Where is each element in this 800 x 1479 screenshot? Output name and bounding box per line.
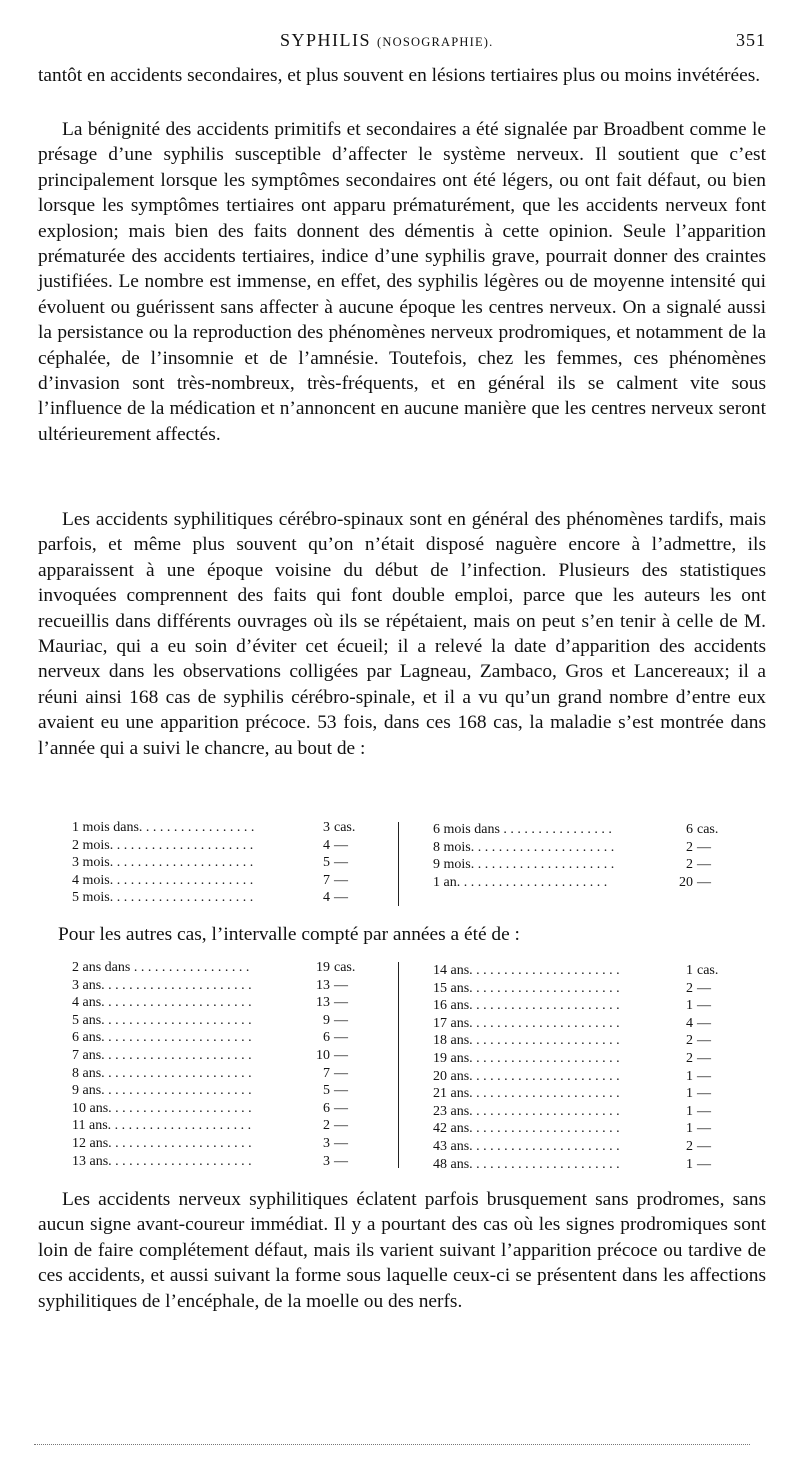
row-count: 19 [316, 960, 330, 975]
paragraph-accidents-cerebro-spinaux: Les accidents syphilitiques cérébro-spinaux sont en général des phénomènes tardifs, mais parfois, et même plus souvent qu’on n’était disposé naguère encore à l’admettre, ils apparaissent à une époque voisine du début de l’infection. Plusieurs des statistiques invoquées comprennent des faits qui font double emploi, parce que les auteurs les ont recueillis dans différents ouvrages où ils se répétaient, mais on peut s’en tenir à celle de M. Mauriac, qui a eu soin d’éviter cet écueil; il a relevé la date d’apparition des accidents nerveux dans les observations colligées par Lagneau, Zambaco, Gros et Lancereaux; il a réuni ainsi 168 cas de syphilis cérébro-spinale, et il a vu qu’un grand nombre d’entre eux avaient eu une apparition précoce. 53 fois, dans ces 168 cas, la maladie s’est montrée dans l’année qui a suivi le chancre, au bout de : [38, 509, 766, 759]
row-count: 13 [316, 977, 330, 993]
row-unit: — [334, 855, 348, 871]
row-count: 9 [323, 1012, 330, 1028]
table-row [433, 874, 733, 892]
row-unit: — [697, 1156, 711, 1172]
row-label: 18 ans. . . . . . . . . . . . . . . . . . . . . . [433, 1033, 620, 1049]
row-label: 13 ans. . . . . . . . . . . . . . . . . . . . . [72, 1153, 252, 1169]
row-unit: cas. [697, 822, 719, 837]
row-count: 1 [686, 1068, 693, 1084]
row-unit: — [334, 837, 348, 853]
row-label: 6 mois dans . . . . . . . . . . . . . . . . [433, 822, 612, 837]
row-label: 5 ans. . . . . . . . . . . . . . . . . . . . . . [72, 1012, 252, 1028]
row-unit: — [334, 995, 348, 1011]
row-label: 6 ans. . . . . . . . . . . . . . . . . . . . . . [72, 1030, 252, 1046]
table-row [72, 959, 370, 977]
row-label: 7 ans. . . . . . . . . . . . . . . . . . . . . . [72, 1047, 252, 1063]
table-row [72, 977, 370, 995]
row-label: 4 mois. . . . . . . . . . . . . . . . . . . . . [72, 872, 254, 888]
row-unit: — [334, 1030, 348, 1046]
row-count: 1 [686, 1103, 693, 1119]
table-row [433, 1120, 733, 1138]
table-row [433, 1032, 733, 1050]
row-unit: — [697, 1103, 711, 1119]
row-count: 2 [686, 1138, 693, 1154]
table-row [72, 1047, 370, 1065]
row-unit: — [697, 1015, 711, 1031]
row-unit: — [697, 1138, 711, 1154]
table-months-right [433, 821, 733, 891]
row-label: 16 ans. . . . . . . . . . . . . . . . . . . . . . [433, 998, 620, 1014]
table-row [433, 839, 733, 857]
row-unit: — [334, 977, 348, 993]
row-unit: — [334, 890, 348, 906]
row-count: 2 [686, 1050, 693, 1066]
row-count: 1 [686, 1086, 693, 1102]
row-unit: — [697, 1050, 711, 1066]
row-unit: — [697, 1121, 711, 1137]
row-count: 1 [686, 1121, 693, 1137]
table-row [72, 1012, 370, 1030]
table-row [433, 1085, 733, 1103]
row-count: 2 [686, 980, 693, 996]
table-row [72, 854, 370, 872]
row-count: 20 [679, 874, 693, 890]
row-label: 3 mois. . . . . . . . . . . . . . . . . . . . . [72, 855, 254, 871]
row-label: 2 ans dans . . . . . . . . . . . . . . . . . [72, 960, 250, 975]
table-row [72, 994, 370, 1012]
table-row [72, 1117, 370, 1135]
table-row [72, 837, 370, 855]
table-row [433, 1015, 733, 1033]
row-unit: — [334, 1047, 348, 1063]
table-row [433, 1050, 733, 1068]
row-unit: — [697, 1068, 711, 1084]
running-title-subtitle: (NOSOGRAPHIE). [377, 35, 494, 49]
row-count: 4 [323, 837, 330, 853]
row-count: 3 [323, 820, 330, 835]
footer-rule [34, 1444, 750, 1445]
running-title [280, 30, 493, 51]
row-count: 13 [316, 995, 330, 1011]
row-count: 1 [686, 963, 693, 978]
table-months-left [72, 819, 370, 907]
row-unit: — [334, 872, 348, 888]
row-label: 21 ans. . . . . . . . . . . . . . . . . . . . . . [433, 1086, 620, 1102]
row-count: 5 [323, 1083, 330, 1099]
page-number: 351 [736, 30, 766, 50]
row-count: 4 [686, 1015, 693, 1031]
row-count: 2 [686, 839, 693, 855]
table-row [433, 856, 733, 874]
table-row [72, 1029, 370, 1047]
table-years-divider [398, 962, 399, 1168]
table-row [72, 1135, 370, 1153]
table-row [72, 1100, 370, 1118]
row-label: 17 ans. . . . . . . . . . . . . . . . . . . . . . [433, 1015, 620, 1031]
row-unit: — [697, 857, 711, 873]
table-row [72, 872, 370, 890]
row-label: 8 mois. . . . . . . . . . . . . . . . . . . . . [433, 839, 615, 855]
row-unit: — [334, 1118, 348, 1134]
row-count: 6 [323, 1100, 330, 1116]
table-row [72, 1153, 370, 1171]
row-count: 10 [316, 1047, 330, 1063]
table-row [433, 997, 733, 1015]
row-label: 1 an. . . . . . . . . . . . . . . . . . . . . . [433, 874, 608, 890]
table-row [72, 819, 370, 837]
row-count: 5 [323, 855, 330, 871]
row-count: 1 [686, 998, 693, 1014]
row-count: 2 [323, 1118, 330, 1134]
row-label: 11 ans. . . . . . . . . . . . . . . . . . . . . [72, 1118, 252, 1134]
row-unit: — [697, 1033, 711, 1049]
row-label: 4 ans. . . . . . . . . . . . . . . . . . . . . . [72, 995, 252, 1011]
row-label: 12 ans. . . . . . . . . . . . . . . . . . . . . [72, 1135, 252, 1151]
row-label: 1 mois dans. . . . . . . . . . . . . . . . . [72, 820, 255, 835]
row-unit: — [334, 1100, 348, 1116]
row-count: 1 [686, 1156, 693, 1172]
row-count: 4 [323, 890, 330, 906]
paragraph-continuation: tantôt en accidents secondaires, et plus souvent en lésions tertiaires plus ou moins invétérées. [38, 65, 761, 86]
row-count: 6 [323, 1030, 330, 1046]
table-row [433, 1068, 733, 1086]
row-unit: — [697, 874, 711, 890]
table-row [433, 962, 733, 980]
row-label: 9 ans. . . . . . . . . . . . . . . . . . . . . . [72, 1083, 252, 1099]
paragraph-benignite: La bénignité des accidents primitifs et secondaires a été signalée par Broadbent comme le présage d’une syphilis susceptible d’affecter le système nerveux. Il soutient que c’est principalement lorsque les symptômes secondaires ont été légers, ou ont fait défaut, ou bien lorsque les symptômes tertiaires ont apparu prématurément, que les accidents nerveux font explosion; mais bien des faits donnent des démentis à cette opinion. Seule l’apparition prématurée des accidents tertiaires, indice d’une syphilis grave, pourrait donner des craintes justifiées. Le nombre est immense, en effet, des syphilis légères ou de moyenne intensité qui évoluent ou guérissent sans affecter à aucune époque les centres nerveux. On a signalé aussi la persistance ou la reproduction des phénomènes nerveux prodromiques, et notamment de la céphalée, de l’insomnie et de l’amnésie. Toutefois, chez les femmes, ces phénomènes d’invasion sont très-nombreux, très-fréquents, et en général ils se calment vite sous l’influence de la médication et n’annoncent en aucune manière que les centres nerveux seront ultérieurement affectés. [38, 119, 766, 445]
row-label: 48 ans. . . . . . . . . . . . . . . . . . . . . . [433, 1156, 620, 1172]
row-label: 14 ans. . . . . . . . . . . . . . . . . . . . . . [433, 963, 620, 978]
row-count: 3 [323, 1153, 330, 1169]
row-label: 42 ans. . . . . . . . . . . . . . . . . . . . . . [433, 1121, 620, 1137]
table-years-left [72, 959, 370, 1170]
row-label: 2 mois. . . . . . . . . . . . . . . . . . . . . [72, 837, 254, 853]
row-unit: — [334, 1083, 348, 1099]
row-unit: — [697, 839, 711, 855]
row-unit: — [334, 1012, 348, 1028]
table-row [433, 1138, 733, 1156]
table-row [72, 1065, 370, 1083]
row-unit: — [697, 1086, 711, 1102]
row-label: 9 mois. . . . . . . . . . . . . . . . . . . . . [433, 857, 615, 873]
table-row [433, 821, 733, 839]
table-row [433, 1156, 733, 1174]
row-label: 8 ans. . . . . . . . . . . . . . . . . . . . . . [72, 1065, 252, 1081]
row-label: 10 ans. . . . . . . . . . . . . . . . . . . . . [72, 1100, 252, 1116]
row-label: 19 ans. . . . . . . . . . . . . . . . . . . . . . [433, 1050, 620, 1066]
row-unit: — [334, 1065, 348, 1081]
table-row [433, 1103, 733, 1121]
row-label: 43 ans. . . . . . . . . . . . . . . . . . . . . . [433, 1138, 620, 1154]
row-unit: — [334, 1153, 348, 1169]
row-unit: — [334, 1135, 348, 1151]
row-unit: — [697, 998, 711, 1014]
row-label: 15 ans. . . . . . . . . . . . . . . . . . . . . . [433, 980, 620, 996]
row-count: 2 [686, 1033, 693, 1049]
row-count: 2 [686, 857, 693, 873]
row-unit: cas. [697, 963, 719, 978]
row-count: 6 [686, 822, 693, 837]
table-row [433, 980, 733, 998]
paragraph-autres-cas: Pour les autres cas, l’intervalle compté par années a été de : [58, 924, 520, 945]
row-count: 3 [323, 1135, 330, 1151]
running-title-main: SYPHILIS [280, 30, 372, 50]
table-row [72, 889, 370, 907]
row-unit: — [697, 980, 711, 996]
paragraph-prodromes: Les accidents nerveux syphilitiques éclatent parfois brusquement sans prodromes, sans aucun signe avant-coureur immédiat. Il y a pourtant des cas où les signes prodromiques sont loin de faire complétement défaut, mais ils varient suivant l’apparition précoce ou tardive de ces accidents, et aussi suivant la forme sous laquelle ceux-ci se présentent dans les affections syphilitiques de l’encéphale, de la moelle ou des nerfs. [38, 1189, 766, 1312]
row-label: 23 ans. . . . . . . . . . . . . . . . . . . . . . [433, 1103, 620, 1119]
row-label: 20 ans. . . . . . . . . . . . . . . . . . . . . . [433, 1068, 620, 1084]
row-count: 7 [323, 872, 330, 888]
row-label: 3 ans. . . . . . . . . . . . . . . . . . . . . . [72, 977, 252, 993]
table-row [72, 1082, 370, 1100]
row-unit: cas. [334, 820, 356, 835]
table-years-right [433, 962, 733, 1173]
table-months-divider [398, 822, 399, 906]
row-unit: cas. [334, 960, 356, 975]
row-count: 7 [323, 1065, 330, 1081]
running-head [0, 30, 800, 54]
row-label: 5 mois. . . . . . . . . . . . . . . . . . . . . [72, 890, 254, 906]
